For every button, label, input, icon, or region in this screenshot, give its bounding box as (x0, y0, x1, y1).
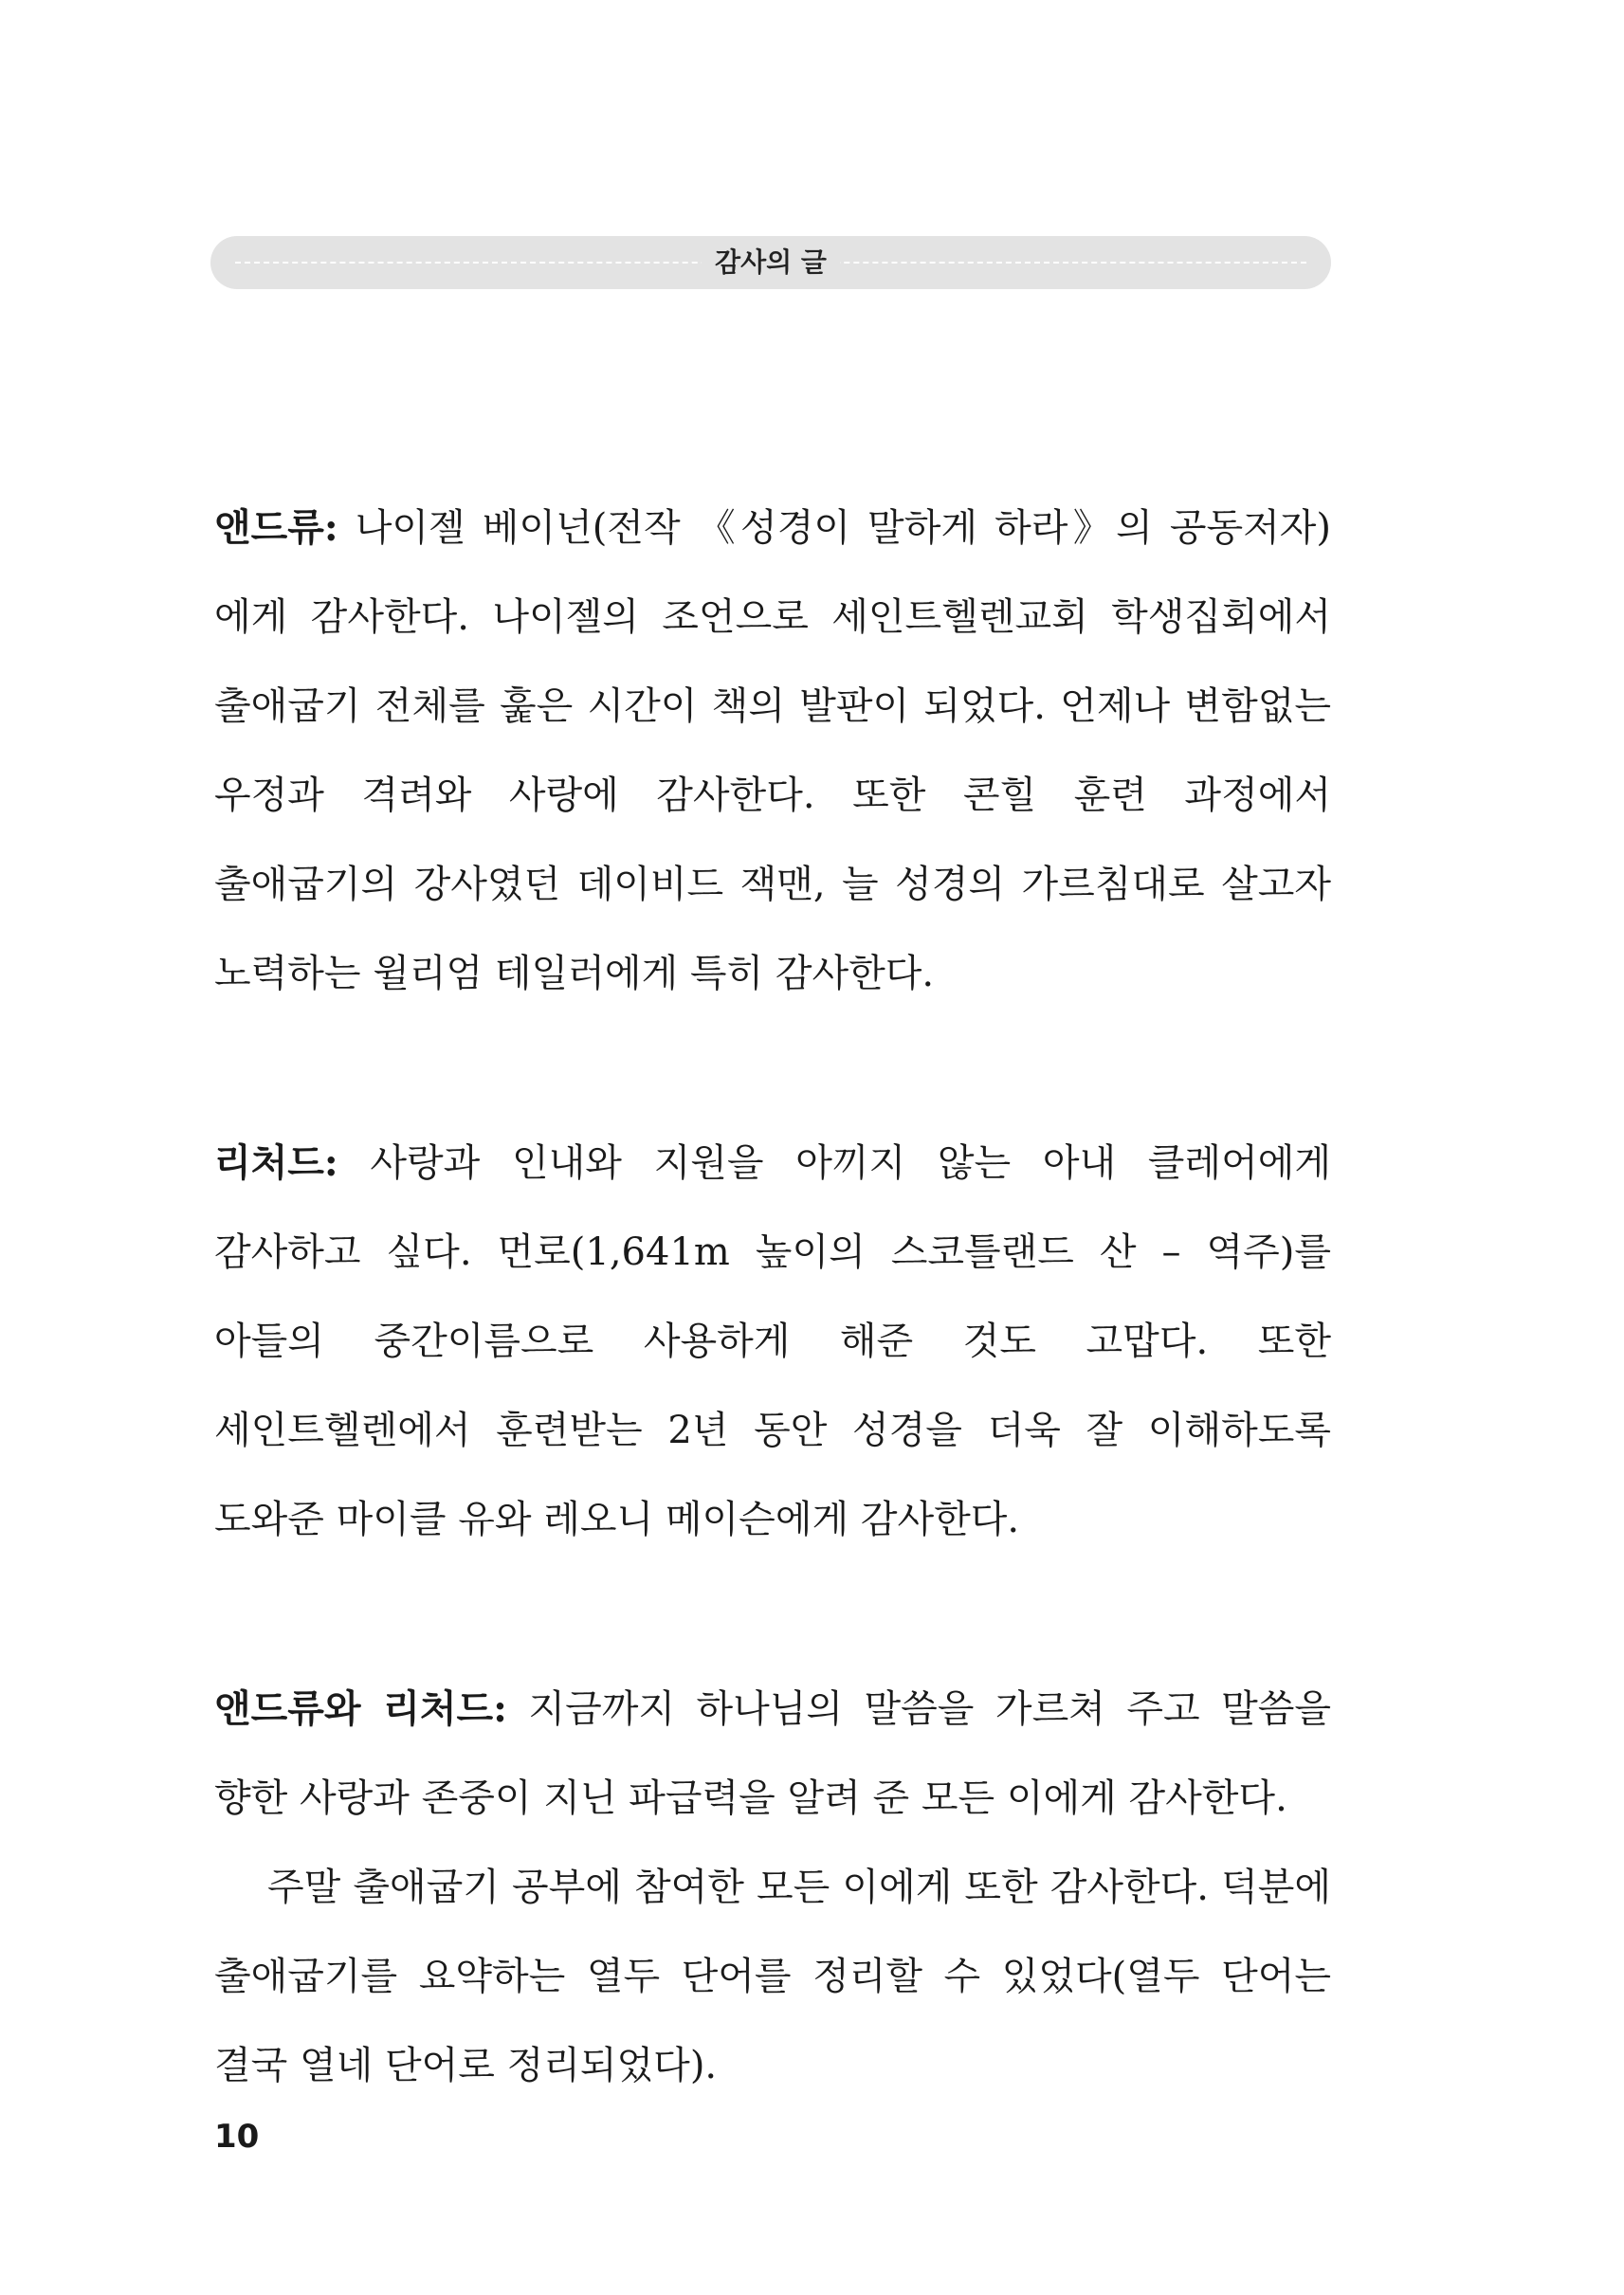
paragraph-andrew (214, 483, 1331, 1018)
paragraph-lead: 리처드: (214, 1140, 338, 1185)
paragraph-weekend-study (214, 1843, 1331, 2110)
paragraph-richard (214, 1119, 1331, 1564)
paragraph-text: 주말 출애굽기 공부에 참여한 모든 이에게 또한 감사한다. 덕분에 출애굽기를 요약하는 열두 단어를 정리할 수 있었다(열두 단어는 결국 열네 단어로 정리되었다). (214, 1866, 1331, 2087)
paragraph-andrew-and-richard (214, 1665, 1331, 1843)
acknowledgements-body (214, 483, 1331, 2110)
paragraph-lead: 앤드류와 리처드: (214, 1686, 507, 1731)
paragraph-lead: 앤드류: (214, 505, 338, 550)
page-number: 10 (214, 2118, 260, 2156)
header-title: 감사의 글 (702, 236, 840, 289)
paragraph-text: 나이젤 베이넌(전작 《성경이 말하게 하라》의 공동저자)에게 감사한다. 나이젤의 조언으로 세인트헬렌교회 학생집회에서 출애굽기 전체를 훑은 시간이 책의 발판이 되었다. 언제나 변함없는 우정과 격려와 사랑에 감사한다. 또한 콘힐 훈련 과정에서 출애굽기의 강사였던 데이비드 잭맨, 늘 성경의 가르침대로 살고자 노력하는 윌리엄 테일러에게 특히 감사한다. (214, 506, 1331, 995)
paragraph-text: 사랑과 인내와 지원을 아끼지 않는 아내 클레어에게 감사하고 싶다. 먼로(1,641m 높이의 스코틀랜드 산 – 역주)를 아들의 중간이름으로 사용하게 해준 것도 고맙다. 또한 세인트헬렌에서 훈련받는 2년 동안 성경을 더욱 잘 이해하도록 도와준 마이클 유와 레오니 메이슨에게 감사한다. (214, 1141, 1331, 1541)
paragraph-text: 지금까지 하나님의 말씀을 가르쳐 주고 말씀을 향한 사랑과 존중이 지닌 파급력을 알려 준 모든 이에게 감사한다. (214, 1687, 1332, 1820)
running-header (210, 236, 1331, 289)
